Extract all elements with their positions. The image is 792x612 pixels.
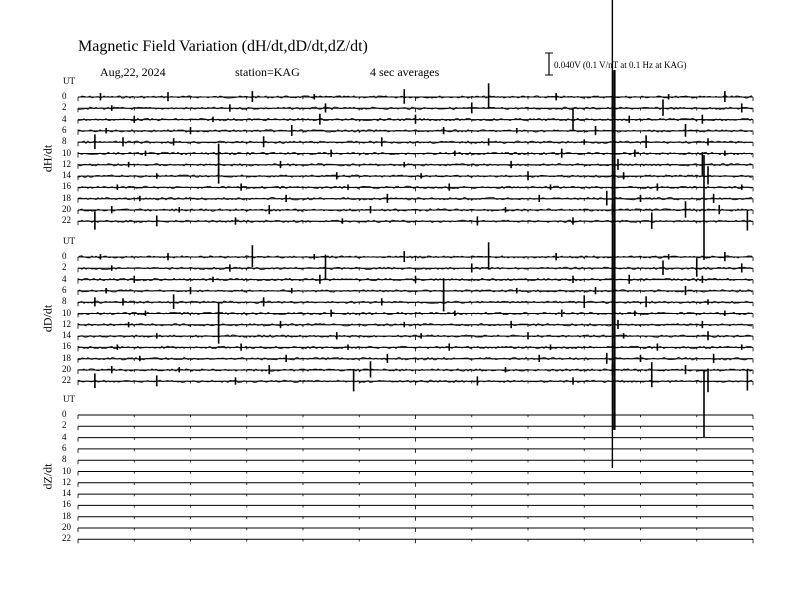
trace-noise — [78, 301, 752, 303]
scale-label: 0.040V (0.1 V/nT at 0.1 Hz at KAG) — [554, 60, 687, 70]
row-hour-label: 12 — [62, 158, 71, 169]
row-hour-label: 18 — [62, 192, 71, 203]
row-hour-label: 12 — [62, 476, 71, 487]
row-hour-label: 14 — [62, 170, 71, 181]
row-hour-label: 22 — [62, 375, 71, 386]
row-hour-label: 18 — [62, 510, 71, 521]
row-hour-label: 8 — [62, 136, 67, 147]
chart-title: Magnetic Field Variation (dH/dt,dD/dt,dZ/dt) — [78, 38, 368, 55]
row-hour-label: 10 — [62, 307, 71, 318]
row-hour-label: 0 — [62, 91, 67, 101]
row-hour-label: 20 — [62, 522, 71, 532]
row-hour-label: 8 — [62, 296, 67, 307]
panel-label-dHdt: dH/dt — [40, 144, 55, 173]
trace-noise — [78, 107, 752, 109]
row-hour-label: 20 — [62, 204, 71, 214]
row-hour-label: 6 — [62, 284, 67, 295]
row-hour-label: 2 — [62, 102, 67, 113]
row-hour-label: 0 — [62, 409, 67, 419]
averaging-label: 4 sec averages — [370, 65, 440, 79]
trace-noise — [78, 152, 752, 154]
row-hour-label: 2 — [62, 420, 67, 431]
station-label: station=KAG — [235, 65, 300, 79]
row-hour-label: 4 — [62, 113, 67, 124]
row-hour-label: 10 — [62, 147, 71, 158]
row-hour-label: 16 — [62, 499, 71, 510]
row-hour-label: 4 — [62, 273, 67, 284]
panel-label-dZdt: dZ/dt — [40, 463, 55, 490]
row-hour-label: 10 — [62, 465, 71, 476]
row-hour-label: 22 — [62, 215, 71, 226]
row-hour-label: 8 — [62, 454, 67, 465]
row-hour-label: 0 — [62, 251, 67, 261]
row-hour-label: 22 — [62, 533, 71, 544]
row-hour-label: 12 — [62, 318, 71, 329]
row-hour-label: 6 — [62, 124, 67, 135]
ut-label: UT — [63, 394, 75, 404]
ut-label: UT — [63, 76, 75, 86]
row-hour-label: 2 — [62, 262, 67, 273]
row-hour-label: 16 — [62, 181, 71, 192]
row-hour-label: 14 — [62, 330, 71, 341]
panel-label-dDdt: dD/dt — [40, 304, 55, 333]
ut-label: UT — [63, 236, 75, 246]
row-hour-label: 14 — [62, 488, 71, 499]
row-hour-label: 20 — [62, 364, 71, 374]
row-hour-label: 6 — [62, 442, 67, 453]
row-hour-label: 16 — [62, 341, 71, 352]
date-label: Aug,22, 2024 — [100, 65, 166, 79]
row-hour-label: 18 — [62, 352, 71, 363]
row-hour-label: 4 — [62, 431, 67, 442]
